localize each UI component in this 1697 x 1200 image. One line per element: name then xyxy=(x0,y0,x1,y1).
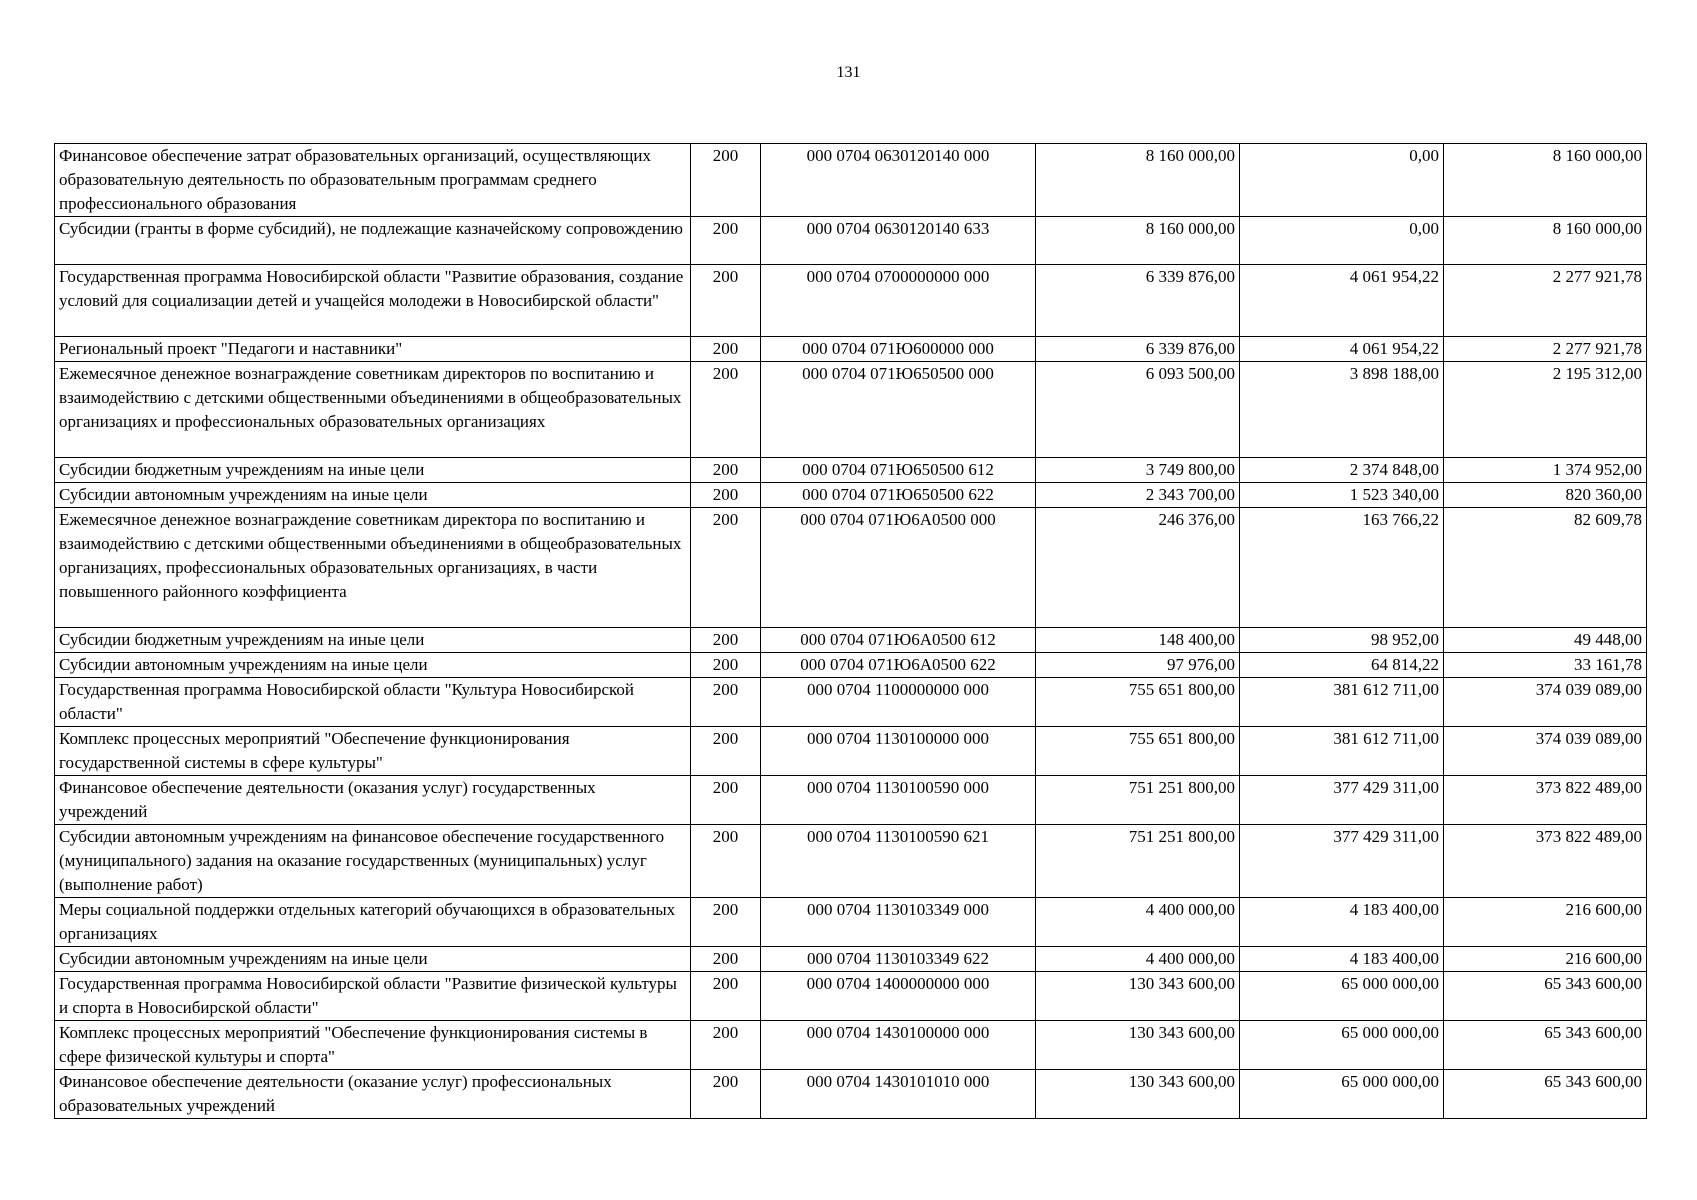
executed-amount-cell: 65 000 000,00 xyxy=(1240,972,1444,1021)
executed-amount-cell: 4 061 954,22 xyxy=(1240,265,1444,337)
budget-classification-code-cell: 000 0704 1430101010 000 xyxy=(761,1070,1036,1119)
line-code-cell: 200 xyxy=(691,947,761,972)
approved-amount-cell: 8 160 000,00 xyxy=(1036,217,1240,265)
line-code-cell: 200 xyxy=(691,144,761,217)
line-code-cell: 200 xyxy=(691,217,761,265)
executed-amount-cell: 163 766,22 xyxy=(1240,508,1444,628)
approved-amount-cell: 130 343 600,00 xyxy=(1036,972,1240,1021)
table-row xyxy=(55,898,1647,947)
line-code-cell: 200 xyxy=(691,898,761,947)
table-row xyxy=(55,217,1647,265)
indicator-name-cell: Комплекс процессных мероприятий "Обеспечение функционирования системы в сфере физической культуры и спорта" xyxy=(55,1021,691,1070)
executed-amount-cell: 4 183 400,00 xyxy=(1240,947,1444,972)
executed-amount-cell: 377 429 311,00 xyxy=(1240,776,1444,825)
executed-amount-cell: 2 374 848,00 xyxy=(1240,458,1444,483)
unexecuted-amount-cell: 65 343 600,00 xyxy=(1444,1021,1647,1070)
unexecuted-amount-cell: 82 609,78 xyxy=(1444,508,1647,628)
table-row xyxy=(55,458,1647,483)
budget-classification-code-cell: 000 0704 071Ю650500 612 xyxy=(761,458,1036,483)
approved-amount-cell: 6 339 876,00 xyxy=(1036,337,1240,362)
budget-classification-code-cell: 000 0704 0700000000 000 xyxy=(761,265,1036,337)
unexecuted-amount-cell: 49 448,00 xyxy=(1444,628,1647,653)
indicator-name-cell: Государственная программа Новосибирской области "Развитие физической культуры и спорта в Новосибирской области" xyxy=(55,972,691,1021)
table-row xyxy=(55,508,1647,628)
indicator-name-cell: Субсидии (гранты в форме субсидий), не подлежащие казначейскому сопровождению xyxy=(55,217,691,265)
indicator-name-cell: Комплекс процессных мероприятий "Обеспечение функционирования государственной системы в сфере культуры" xyxy=(55,727,691,776)
indicator-name-cell: Ежемесячное денежное вознаграждение советникам директоров по воспитанию и взаимодействию с детскими общественными объединениями в общеобразовательных организациях и профессиональных образовательных организациях xyxy=(55,362,691,458)
approved-amount-cell: 751 251 800,00 xyxy=(1036,825,1240,898)
indicator-name-cell: Меры социальной поддержки отдельных категорий обучающихся в образовательных организациях xyxy=(55,898,691,947)
executed-amount-cell: 0,00 xyxy=(1240,217,1444,265)
indicator-name-cell: Субсидии автономным учреждениям на финансовое обеспечение государственного (муниципального) задания на оказание государственных (муниципальных) услуг (выполнение работ) xyxy=(55,825,691,898)
budget-classification-code-cell: 000 0704 1130103349 622 xyxy=(761,947,1036,972)
approved-amount-cell: 4 400 000,00 xyxy=(1036,898,1240,947)
budget-classification-code-cell: 000 0704 071Ю6А0500 612 xyxy=(761,628,1036,653)
table-row xyxy=(55,483,1647,508)
executed-amount-cell: 4 061 954,22 xyxy=(1240,337,1444,362)
unexecuted-amount-cell: 373 822 489,00 xyxy=(1444,776,1647,825)
unexecuted-amount-cell: 8 160 000,00 xyxy=(1444,144,1647,217)
table-row xyxy=(55,1070,1647,1119)
indicator-name-cell: Финансовое обеспечение затрат образовательных организаций, осуществляющих образовательную деятельность по образовательным программам среднего профессионального образования xyxy=(55,144,691,217)
line-code-cell: 200 xyxy=(691,483,761,508)
indicator-name-cell: Субсидии автономным учреждениям на иные цели xyxy=(55,947,691,972)
budget-classification-code-cell: 000 0704 1130100590 000 xyxy=(761,776,1036,825)
table-row xyxy=(55,947,1647,972)
table-row xyxy=(55,825,1647,898)
budget-classification-code-cell: 000 0704 071Ю600000 000 xyxy=(761,337,1036,362)
budget-classification-code-cell: 000 0704 1130103349 000 xyxy=(761,898,1036,947)
indicator-name-cell: Субсидии бюджетным учреждениям на иные цели xyxy=(55,628,691,653)
unexecuted-amount-cell: 216 600,00 xyxy=(1444,947,1647,972)
table-row xyxy=(55,337,1647,362)
unexecuted-amount-cell: 65 343 600,00 xyxy=(1444,1070,1647,1119)
table-row xyxy=(55,653,1647,678)
budget-table xyxy=(54,143,1647,1119)
line-code-cell: 200 xyxy=(691,678,761,727)
approved-amount-cell: 751 251 800,00 xyxy=(1036,776,1240,825)
budget-classification-code-cell: 000 0704 1130100590 621 xyxy=(761,825,1036,898)
table-row xyxy=(55,1021,1647,1070)
line-code-cell: 200 xyxy=(691,508,761,628)
budget-classification-code-cell: 000 0704 1130100000 000 xyxy=(761,727,1036,776)
table-row xyxy=(55,628,1647,653)
indicator-name-cell: Финансовое обеспечение деятельности (оказание услуг) профессиональных образовательных учреждений xyxy=(55,1070,691,1119)
unexecuted-amount-cell: 373 822 489,00 xyxy=(1444,825,1647,898)
line-code-cell: 200 xyxy=(691,1070,761,1119)
budget-classification-code-cell: 000 0704 1400000000 000 xyxy=(761,972,1036,1021)
line-code-cell: 200 xyxy=(691,265,761,337)
table-row xyxy=(55,727,1647,776)
indicator-name-cell: Субсидии бюджетным учреждениям на иные цели xyxy=(55,458,691,483)
table-row xyxy=(55,265,1647,337)
executed-amount-cell: 381 612 711,00 xyxy=(1240,678,1444,727)
table-row xyxy=(55,972,1647,1021)
line-code-cell: 200 xyxy=(691,825,761,898)
executed-amount-cell: 0,00 xyxy=(1240,144,1444,217)
budget-classification-code-cell: 000 0704 0630120140 000 xyxy=(761,144,1036,217)
budget-classification-code-cell: 000 0704 071Ю6А0500 000 xyxy=(761,508,1036,628)
budget-classification-code-cell: 000 0704 071Ю650500 000 xyxy=(761,362,1036,458)
line-code-cell: 200 xyxy=(691,653,761,678)
budget-classification-code-cell: 000 0704 0630120140 633 xyxy=(761,217,1036,265)
executed-amount-cell: 3 898 188,00 xyxy=(1240,362,1444,458)
approved-amount-cell: 755 651 800,00 xyxy=(1036,678,1240,727)
approved-amount-cell: 755 651 800,00 xyxy=(1036,727,1240,776)
executed-amount-cell: 98 952,00 xyxy=(1240,628,1444,653)
unexecuted-amount-cell: 1 374 952,00 xyxy=(1444,458,1647,483)
table-row xyxy=(55,144,1647,217)
indicator-name-cell: Субсидии автономным учреждениям на иные цели xyxy=(55,653,691,678)
approved-amount-cell: 2 343 700,00 xyxy=(1036,483,1240,508)
executed-amount-cell: 65 000 000,00 xyxy=(1240,1070,1444,1119)
indicator-name-cell: Ежемесячное денежное вознаграждение советникам директора по воспитанию и взаимодействию с детскими общественными объединениями в общеобразовательных организациях, профессиональных образовательных организациях, в части повышенного районного коэффициента xyxy=(55,508,691,628)
approved-amount-cell: 246 376,00 xyxy=(1036,508,1240,628)
indicator-name-cell: Государственная программа Новосибирской области "Развитие образования, создание условий для социализации детей и учащейся молодежи в Новосибирской области" xyxy=(55,265,691,337)
line-code-cell: 200 xyxy=(691,337,761,362)
line-code-cell: 200 xyxy=(691,776,761,825)
approved-amount-cell: 130 343 600,00 xyxy=(1036,1070,1240,1119)
indicator-name-cell: Финансовое обеспечение деятельности (оказания услуг) государственных учреждений xyxy=(55,776,691,825)
line-code-cell: 200 xyxy=(691,1021,761,1070)
approved-amount-cell: 6 339 876,00 xyxy=(1036,265,1240,337)
approved-amount-cell: 4 400 000,00 xyxy=(1036,947,1240,972)
executed-amount-cell: 64 814,22 xyxy=(1240,653,1444,678)
line-code-cell: 200 xyxy=(691,727,761,776)
approved-amount-cell: 8 160 000,00 xyxy=(1036,144,1240,217)
budget-classification-code-cell: 000 0704 071Ю650500 622 xyxy=(761,483,1036,508)
indicator-name-cell: Субсидии автономным учреждениям на иные цели xyxy=(55,483,691,508)
approved-amount-cell: 148 400,00 xyxy=(1036,628,1240,653)
budget-classification-code-cell: 000 0704 071Ю6А0500 622 xyxy=(761,653,1036,678)
executed-amount-cell: 1 523 340,00 xyxy=(1240,483,1444,508)
unexecuted-amount-cell: 2 195 312,00 xyxy=(1444,362,1647,458)
unexecuted-amount-cell: 2 277 921,78 xyxy=(1444,265,1647,337)
executed-amount-cell: 4 183 400,00 xyxy=(1240,898,1444,947)
unexecuted-amount-cell: 374 039 089,00 xyxy=(1444,727,1647,776)
unexecuted-amount-cell: 820 360,00 xyxy=(1444,483,1647,508)
approved-amount-cell: 3 749 800,00 xyxy=(1036,458,1240,483)
unexecuted-amount-cell: 216 600,00 xyxy=(1444,898,1647,947)
unexecuted-amount-cell: 33 161,78 xyxy=(1444,653,1647,678)
line-code-cell: 200 xyxy=(691,972,761,1021)
budget-table-body xyxy=(55,144,1647,1119)
table-row xyxy=(55,678,1647,727)
approved-amount-cell: 6 093 500,00 xyxy=(1036,362,1240,458)
table-row xyxy=(55,362,1647,458)
page-number: 131 xyxy=(836,64,861,81)
line-code-cell: 200 xyxy=(691,362,761,458)
budget-classification-code-cell: 000 0704 1430100000 000 xyxy=(761,1021,1036,1070)
executed-amount-cell: 377 429 311,00 xyxy=(1240,825,1444,898)
line-code-cell: 200 xyxy=(691,458,761,483)
indicator-name-cell: Региональный проект "Педагоги и наставники" xyxy=(55,337,691,362)
approved-amount-cell: 130 343 600,00 xyxy=(1036,1021,1240,1070)
approved-amount-cell: 97 976,00 xyxy=(1036,653,1240,678)
table-row xyxy=(55,776,1647,825)
budget-classification-code-cell: 000 0704 1100000000 000 xyxy=(761,678,1036,727)
unexecuted-amount-cell: 8 160 000,00 xyxy=(1444,217,1647,265)
executed-amount-cell: 381 612 711,00 xyxy=(1240,727,1444,776)
unexecuted-amount-cell: 2 277 921,78 xyxy=(1444,337,1647,362)
indicator-name-cell: Государственная программа Новосибирской области "Культура Новосибирской области" xyxy=(55,678,691,727)
unexecuted-amount-cell: 374 039 089,00 xyxy=(1444,678,1647,727)
line-code-cell: 200 xyxy=(691,628,761,653)
executed-amount-cell: 65 000 000,00 xyxy=(1240,1021,1444,1070)
unexecuted-amount-cell: 65 343 600,00 xyxy=(1444,972,1647,1021)
